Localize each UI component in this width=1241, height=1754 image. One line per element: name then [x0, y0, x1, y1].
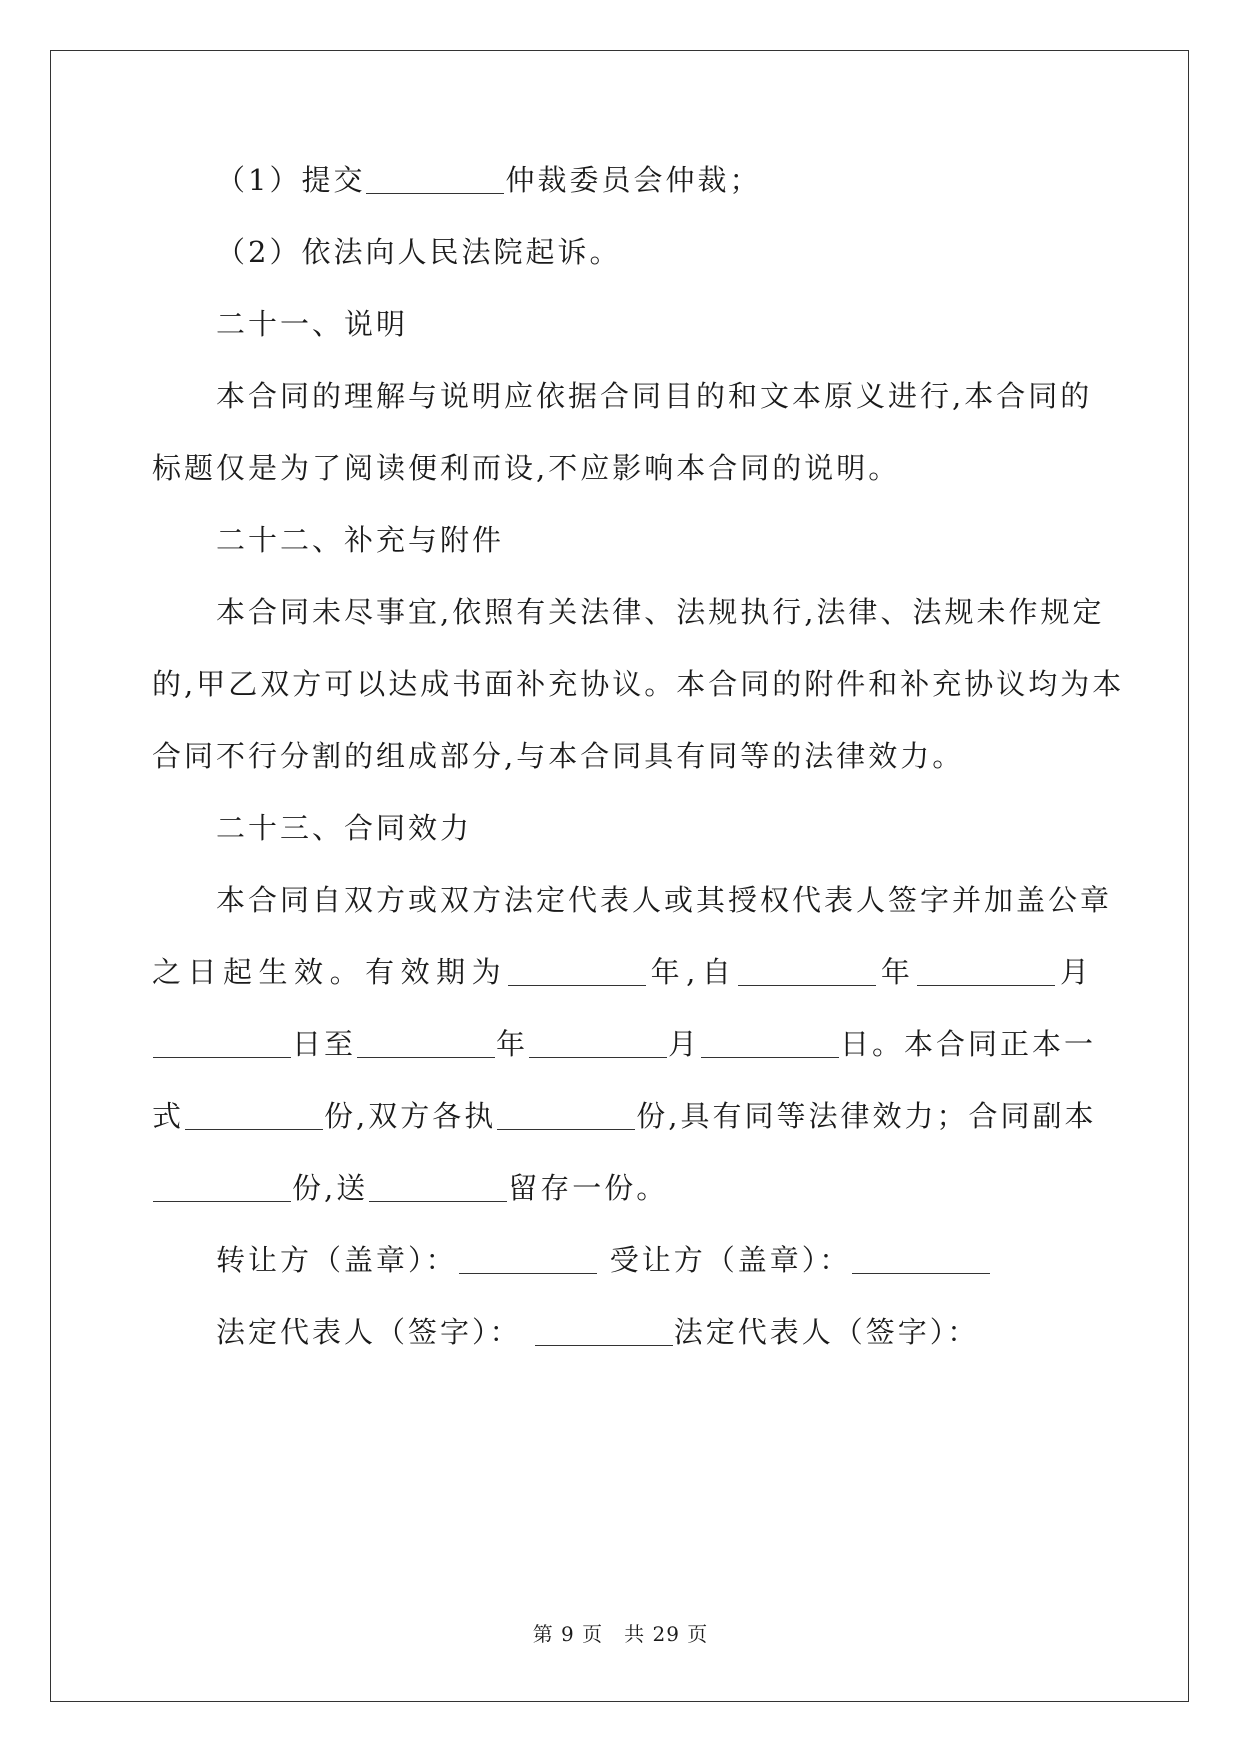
representative-signature-field[interactable] — [535, 1315, 673, 1346]
paragraph-line: 合同不行分割的组成部分,与本合同具有同等的法律效力。 — [152, 739, 965, 773]
signature-representative-line — [152, 1312, 1092, 1352]
blank-field[interactable] — [529, 1027, 667, 1058]
text-segment: 日。本合同正本一 — [840, 1027, 1097, 1061]
blank-field[interactable] — [366, 163, 504, 194]
text-segment: 份,送 — [292, 1171, 369, 1205]
blank-field[interactable] — [917, 955, 1055, 986]
transferor-seal-label: 转让方（盖章）： — [216, 1243, 458, 1277]
transferor-seal-field[interactable] — [459, 1243, 597, 1274]
representative-label: 法定代表人（签字）： — [673, 1315, 980, 1349]
text-segment: 留存一份。 — [508, 1171, 669, 1205]
clause-arbitration-option-1 — [152, 160, 1092, 200]
blank-field[interactable] — [508, 955, 646, 986]
text-segment: 日至 — [292, 1027, 357, 1061]
paragraph-line: 标题仅是为了阅读便利而设,不应影响本合同的说明。 — [152, 451, 901, 485]
blank-field[interactable] — [497, 1099, 635, 1130]
text-segment: 仲裁委员会仲裁； — [505, 163, 762, 197]
transferee-seal-label: 受让方（盖章）： — [597, 1243, 852, 1277]
paragraph-line-duplicates — [152, 1168, 1092, 1208]
text-segment: 月 — [668, 1027, 701, 1061]
section-heading-22: 二十二、补充与附件 — [216, 523, 505, 557]
blank-field[interactable] — [185, 1099, 323, 1130]
text-segment: 年 — [496, 1027, 529, 1061]
paragraph-line: 本合同自双方或双方法定代表人或其授权代表人签字并加盖公章 — [216, 883, 1113, 917]
paragraph-line: 的,甲乙双方可以达成书面补充协议。本合同的附件和补充协议均为本 — [152, 667, 1125, 701]
text-segment: 份,双方各执 — [324, 1099, 497, 1133]
blank-field[interactable] — [369, 1171, 507, 1202]
text-segment: 年 — [877, 955, 917, 989]
text-segment: 年,自 — [647, 955, 738, 989]
paragraph-line: 本合同的理解与说明应依据合同目的和文本原义进行,本合同的 — [216, 379, 1093, 413]
page-number: 第 9 页 共 29 页 — [532, 1622, 709, 1646]
text-segment: 份,具有同等法律效力；合同副本 — [636, 1099, 1097, 1133]
section-heading-21: 二十一、说明 — [216, 307, 409, 341]
blank-field[interactable] — [153, 1027, 291, 1058]
blank-field[interactable] — [357, 1027, 495, 1058]
section-heading-23: 二十三、合同效力 — [216, 811, 473, 845]
paragraph-line-copies — [152, 1096, 1097, 1136]
page-frame — [50, 50, 1189, 1702]
paragraph-line-dates — [152, 1024, 1097, 1064]
signature-seal-line — [152, 1240, 1092, 1280]
clause-arbitration-option-2: （2）依法向人民法院起诉。 — [216, 235, 622, 269]
paragraph-line: 本合同未尽事宜,依照有关法律、法规执行,法律、法规未作规定 — [216, 595, 1105, 629]
blank-field[interactable] — [738, 955, 876, 986]
text-segment: 之日起生效。有效期为 — [152, 955, 508, 989]
transferee-seal-field[interactable] — [852, 1243, 990, 1274]
text-segment: 式 — [152, 1099, 185, 1133]
paragraph-line-validity — [152, 952, 1092, 992]
blank-field[interactable] — [153, 1171, 291, 1202]
text-segment: （1）提交 — [216, 163, 366, 197]
text-segment: 月 — [1056, 955, 1092, 989]
representative-label: 法定代表人（签字）： — [216, 1315, 534, 1349]
blank-field[interactable] — [701, 1027, 839, 1058]
